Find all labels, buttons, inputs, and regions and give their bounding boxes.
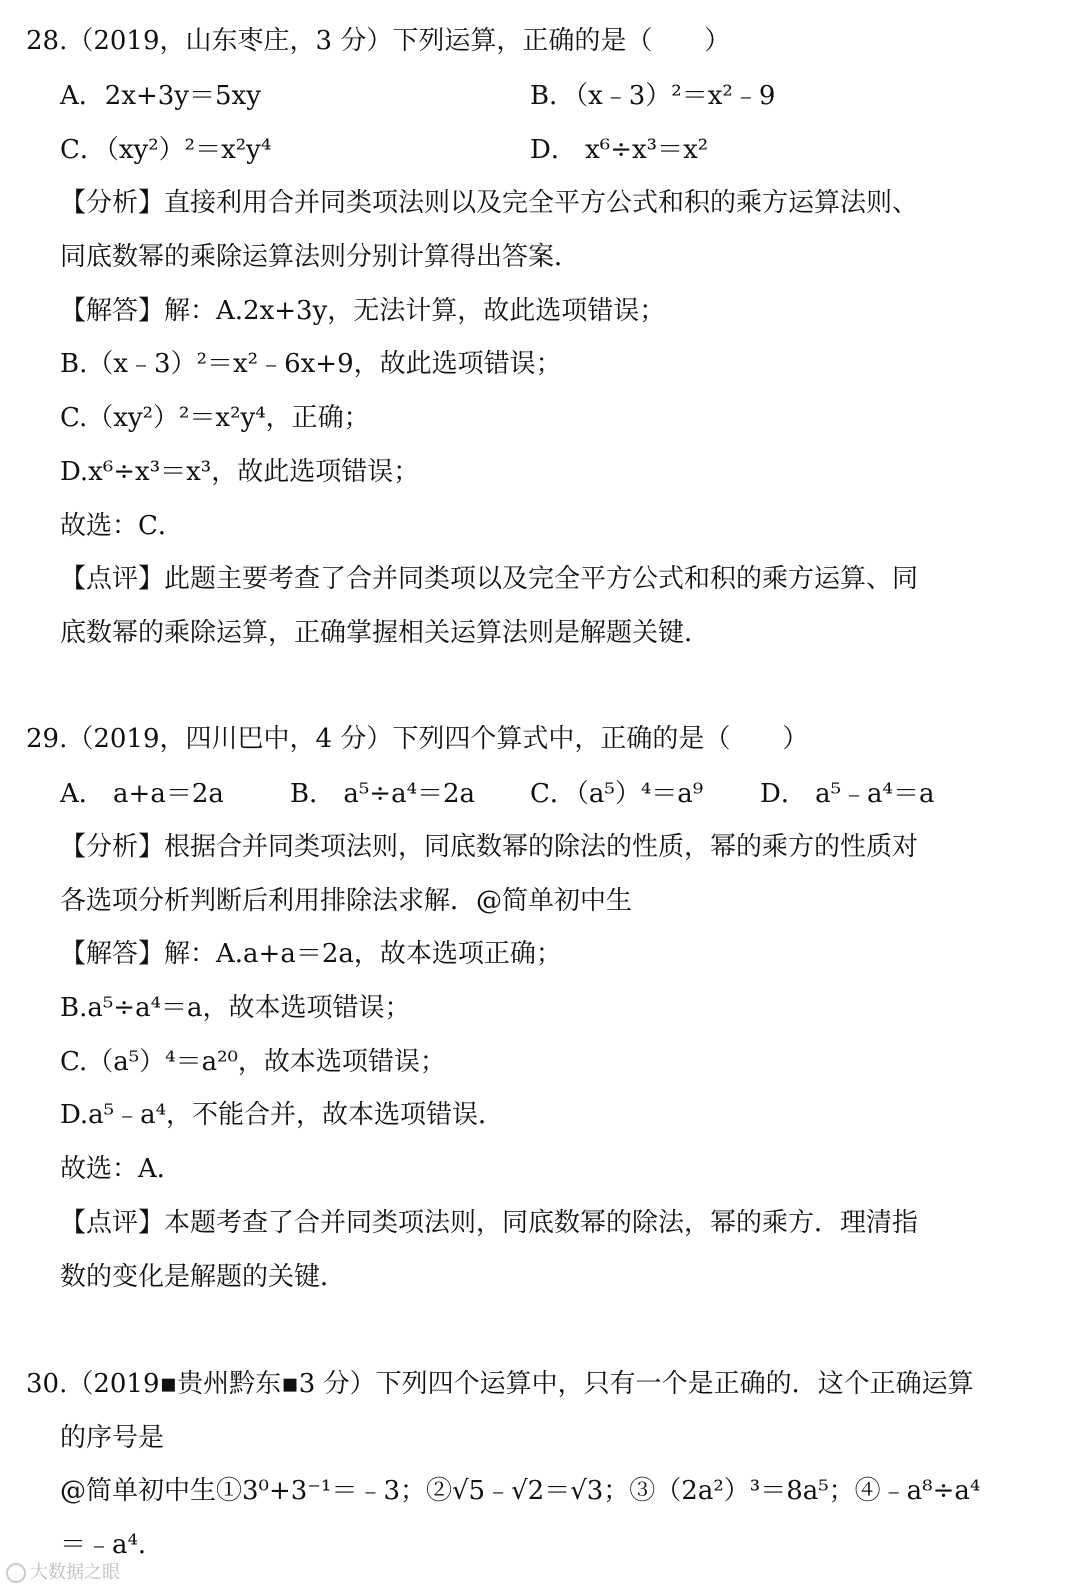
- q29-answer-line-2: B.a⁵÷a⁴＝a，故本选项错误；: [60, 993, 411, 1023]
- q28-option-d: D． x⁶÷x³＝x²: [530, 135, 709, 165]
- watermark-text: 大数据之眼: [30, 1562, 120, 1583]
- q28-option-c: C．（xy²）²＝x²y⁴: [60, 135, 272, 165]
- q29-answer-line-3: C.（a⁵）⁴＝a²⁰，故本选项错误；: [60, 1047, 446, 1077]
- q29-option-b: B． a⁵÷a⁴＝2a: [290, 779, 476, 809]
- watermark: [6, 1558, 120, 1584]
- q28-option-a: A．2x+3y＝5xy: [60, 81, 261, 111]
- q28-analysis-line-2: 同底数幂的乘除运算法则分别计算得出答案．: [60, 242, 581, 272]
- q30-stem-line-3: @简单初中生①3⁰+3⁻¹＝﹣3；②√5﹣√2＝√3；③（2a²）³＝8a⁵；④﹣a⁸÷a⁴: [60, 1476, 981, 1506]
- q28-answer-line-4: D.x⁶÷x³＝x³，故此选项错误；: [60, 457, 420, 487]
- q29-choice: 故选：A．: [60, 1154, 183, 1184]
- q28-stem: 28.（2019，山东枣庄，3 分）下列运算，正确的是（ ）: [26, 26, 731, 56]
- q28-option-b: B．（x﹣3）²＝x²﹣9: [530, 81, 776, 111]
- q29-stem: 29.（2019，四川巴中，4 分）下列四个算式中，正确的是（ ）: [26, 724, 809, 754]
- q29-option-a: A． a+a＝2a: [60, 779, 224, 809]
- q29-answer-line-4: D.a⁵﹣a⁴，不能合并，故本选项错误．: [60, 1100, 505, 1130]
- q30-stem-line-4: ＝﹣a⁴．: [60, 1530, 164, 1560]
- q29-analysis-line-1: 【分析】根据合并同类项法则，同底数幂的除法的性质，幂的乘方的性质对: [60, 832, 919, 862]
- q29-analysis-line-2: 各选项分析判断后利用排除法求解．@简单初中生: [60, 886, 633, 916]
- q30-stem-line-2: 的序号是: [60, 1423, 165, 1453]
- q30-stem-line-1: 30.（2019▪贵州黔东▪3 分）下列四个运算中，只有一个是正确的．这个正确运算: [26, 1369, 974, 1399]
- q28-answer-line-2: B.（x﹣3）²＝x²﹣6x+9，故此选项错误；: [60, 349, 562, 379]
- q28-answer-line-1: 【解答】解：A.2x+3y，无法计算，故此选项错误；: [60, 296, 666, 326]
- q29-option-d: D． a⁵﹣a⁴＝a: [760, 779, 935, 809]
- q28-answer-line-3: C.（xy²）²＝x²y⁴，正确；: [60, 403, 370, 433]
- q28-comment-line-2: 底数幂的乘除运算，正确掌握相关运算法则是解题关键．: [60, 618, 711, 648]
- q29-answer-line-1: 【解答】解：A.a+a＝2a，故本选项正确；: [60, 939, 562, 969]
- q29-option-c: C．（a⁵）⁴＝a⁹: [530, 779, 704, 809]
- watermark-logo-icon: [6, 1563, 26, 1583]
- q28-analysis-line-1: 【分析】直接利用合并同类项法则以及完全平方公式和积的乘方运算法则、: [60, 188, 919, 218]
- q29-comment-line-2: 数的变化是解题的关键．: [60, 1262, 347, 1292]
- q28-comment-line-1: 【点评】此题主要考查了合并同类项以及完全平方公式和积的乘方运算、同: [60, 564, 919, 594]
- q28-choice: 故选：C．: [60, 511, 184, 541]
- q29-comment-line-1: 【点评】本题考查了合并同类项法则，同底数幂的除法，幂的乘方．理清指: [60, 1208, 919, 1238]
